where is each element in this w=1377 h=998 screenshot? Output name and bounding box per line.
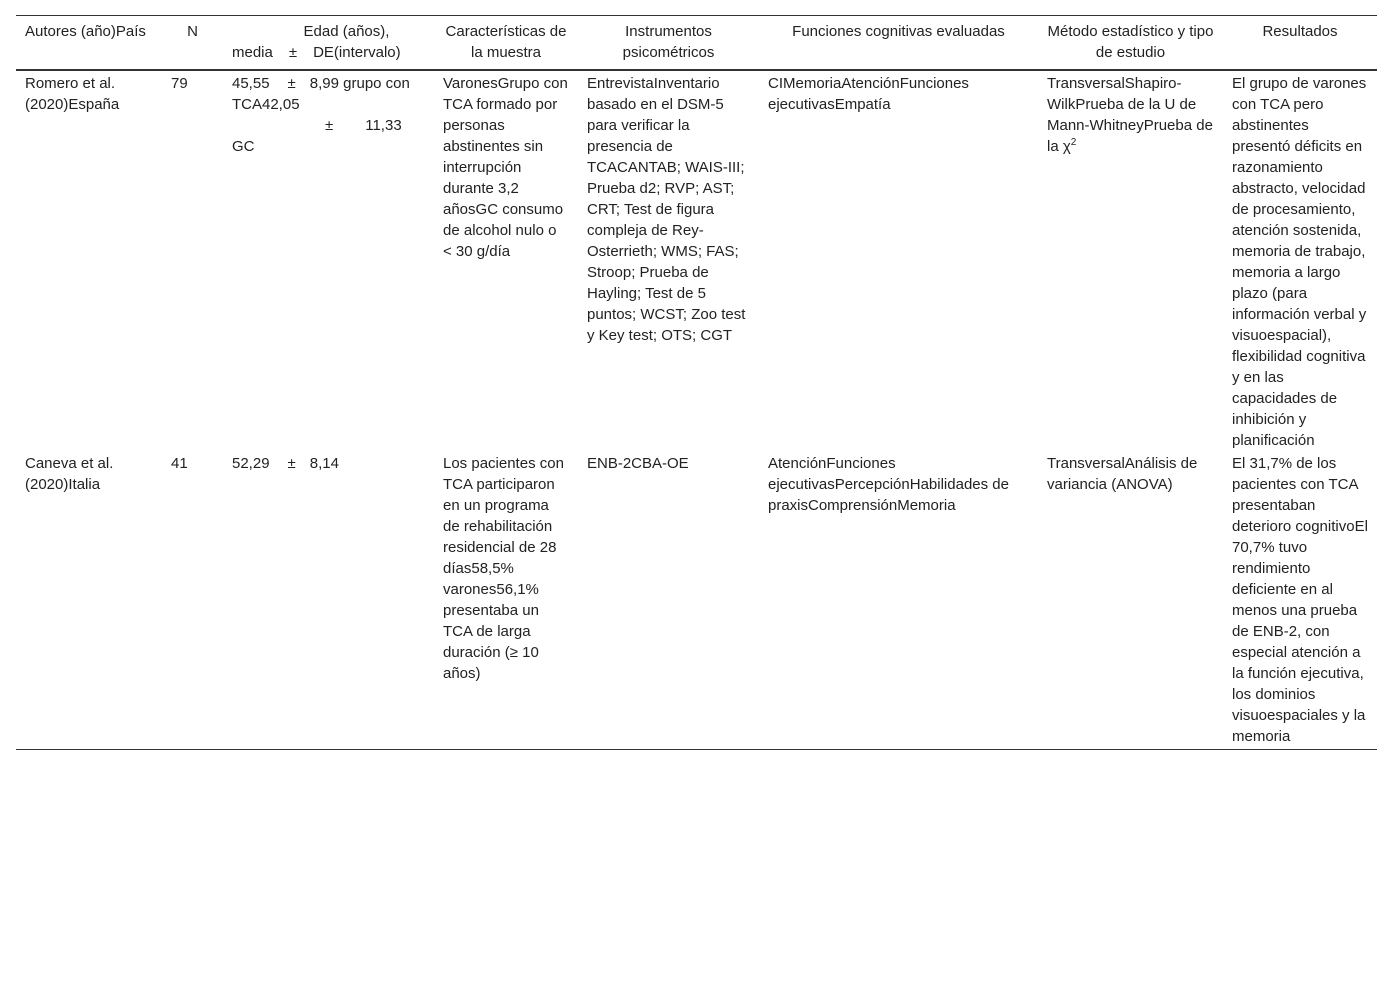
- studies-table-container: [16, 15, 1377, 750]
- cell-age: [223, 70, 434, 451]
- age-de-2: 11,33: [365, 117, 402, 134]
- cell-results: El 31,7% de los pacientes con TCA presentaban deterioro cognitivoEl 70,7% tuvo rendimiento deficiente en al menos una prueba de ENB-2, con especial atención a la función ejecutiva, los dominios visuoespaciales y la memoria: [1223, 451, 1377, 750]
- cell-n: 41: [162, 451, 223, 750]
- age-mean: 52,29: [232, 455, 270, 472]
- table-row: [16, 451, 1377, 750]
- cell-functions: CIMemoriaAtenciónFunciones ejecutivasEmpatía: [768, 75, 969, 113]
- cell-method: TransversalAnálisis de variancia (ANOVA): [1038, 451, 1223, 750]
- header-age: [223, 16, 434, 71]
- method-superscript: 2: [1070, 137, 1077, 148]
- header-instruments: Instrumentos psicométricos: [578, 16, 759, 71]
- cell-results: El grupo de varones con TCA pero abstinentes presentó déficits en razonamiento abstracto, velocidad de procesamiento, atención sostenida, memoria de trabajo, memoria a largo plazo (para información verbal y visuoespacial), flexibilidad cognitiva y en las capacidades de inhibición y planificación: [1232, 75, 1367, 449]
- age-pm-2: ±: [325, 117, 334, 134]
- age-line-2: [232, 115, 425, 136]
- table-row: [16, 70, 1377, 451]
- header-n: N: [162, 16, 223, 71]
- age-line-1: [232, 73, 425, 115]
- studies-table: [16, 15, 1377, 750]
- cell-method: [1038, 70, 1223, 451]
- cell-sample: Los pacientes con TCA participaron en un programa de rehabilitación residencial de 28 días58,5% varones56,1% presentaba un TCA de larga duración (≥ 10 años): [434, 451, 578, 750]
- cell-instruments: ENB-2CBA-OE: [578, 451, 759, 750]
- header-age-media: media: [232, 44, 273, 61]
- age-mean-1: 45,55: [232, 75, 270, 92]
- table-header-row: [16, 16, 1377, 71]
- cell-sample: VaronesGrupo con TCA formado por personas abstinentes sin interrupción durante 3,2 añosGC consumo de alcohol nulo o < 30 g/día: [443, 75, 568, 260]
- header-functions: Funciones cognitivas evaluadas: [759, 16, 1038, 71]
- header-authors: Autores (año)País: [16, 16, 162, 71]
- header-age-main: Edad (años),: [303, 23, 390, 40]
- age-line-3: GC: [232, 138, 255, 155]
- age-pm: ±: [287, 455, 296, 472]
- cell-functions: AtenciónFunciones ejecutivasPercepciónHabilidades de praxisComprensiónMemoria: [759, 451, 1038, 750]
- cell-authors: Caneva et al. (2020)Italia: [16, 451, 162, 750]
- age-pm-1: ±: [287, 75, 296, 92]
- header-sample: Características de la muestra: [434, 16, 578, 71]
- header-method: Método estadístico y tipo de estudio: [1038, 16, 1223, 71]
- cell-age: [223, 451, 434, 750]
- header-age-de: DE(intervalo): [313, 44, 401, 61]
- cell-n: 79: [171, 75, 188, 92]
- method-text: TransversalShapiro-WilkPrueba de la U de Mann-WhitneyPrueba de la χ: [1047, 75, 1213, 155]
- header-results: Resultados: [1223, 16, 1377, 71]
- header-age-sub: [232, 42, 425, 63]
- age-de: 8,14: [309, 455, 339, 472]
- age-de-1: 8,99 grupo con TCA42,05: [232, 75, 410, 113]
- cell-instruments: EntrevistaInventario basado en el DSM-5 para verificar la presencia de TCACANTAB; WAIS-III; Prueba d2; RVP; AST; CRT; Test de figura compleja de Rey-Osterrieth; WMS; FAS; Stroop; Prueba de Hayling; Test de 5 puntos; WCST; Zoo test y Key test; OTS; CGT: [587, 75, 746, 344]
- header-age-pm: ±: [288, 44, 298, 61]
- cell-authors: Romero et al. (2020)España: [25, 75, 120, 113]
